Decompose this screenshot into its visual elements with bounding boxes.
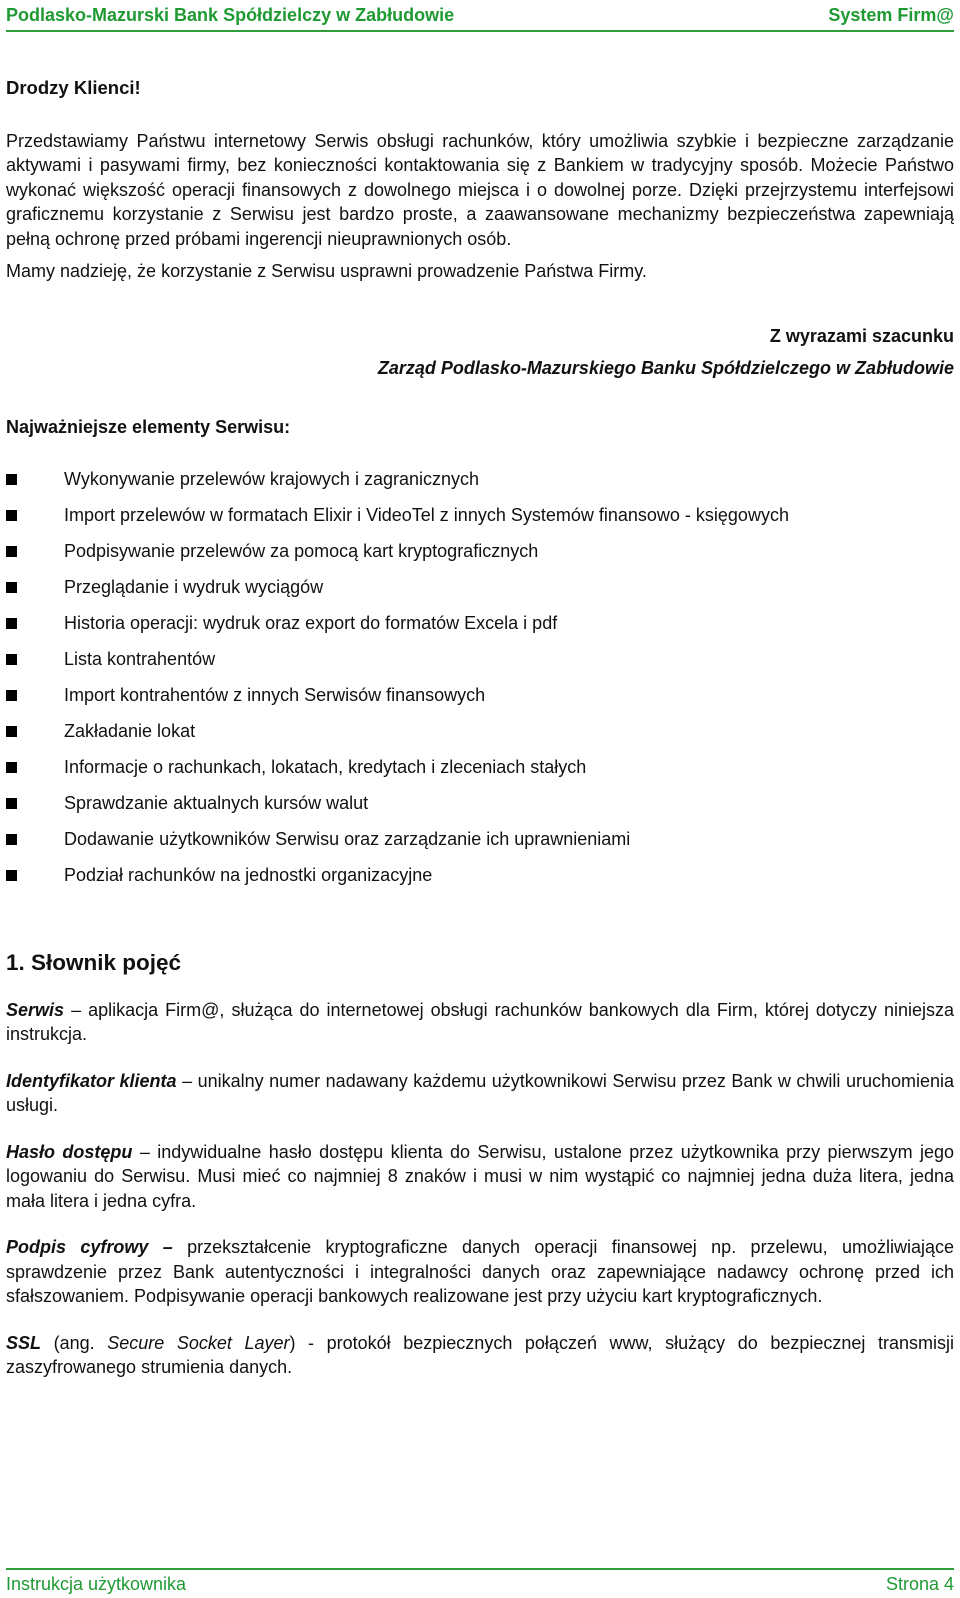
signature-board: Zarząd Podlasko-Mazurskiego Banku Spółdzielczego w Zabłudowie bbox=[377, 358, 954, 378]
list-item: Sprawdzanie aktualnych kursów walut bbox=[6, 785, 954, 821]
bank-name: Podlasko-Mazurski Bank Spółdzielczy w Zabłudowie bbox=[6, 4, 455, 25]
list-item: Import przelewów w formatach Elixir i VideoTel z innych Systemów finansowo - księgowych bbox=[6, 497, 954, 533]
square-bullet-icon bbox=[6, 762, 17, 773]
signature-greeting: Z wyrazami szacunku bbox=[769, 325, 954, 346]
square-bullet-icon bbox=[6, 870, 17, 881]
list-item: Informacje o rachunkach, lokatach, kredytach i zleceniach stałych bbox=[6, 749, 954, 785]
intro-paragraph: Przedstawiamy Państwu internetowy Serwis obsługi rachunków, który umożliwia szybkie i bezpieczne zarządzanie aktywami i pasywami firmy, bez konieczności kontaktowania się z Bankiem w tradycyjny sposób. Możecie Państwo wykonać większość operacji finansowych z dowolnego miejsca i o dowolnej porze. Dzięki przejrzystemu interfejsowi graficznemu korzystanie z Serwisu jest bardzo proste, a zaawansowane mechanizmy bezpieczeństwa zapewniają pełną ochronę przed próbami ingerencji nieuprawnionych osób. bbox=[6, 130, 954, 249]
square-bullet-icon bbox=[6, 582, 17, 593]
list-item: Import kontrahentów z innych Serwisów finansowych bbox=[6, 677, 954, 713]
square-bullet-icon bbox=[6, 474, 17, 485]
list-item: Przeglądanie i wydruk wyciągów bbox=[6, 569, 954, 605]
signature bbox=[6, 324, 954, 381]
elements-heading: Najważniejsze elementy Serwisu: bbox=[6, 416, 291, 437]
page-footer bbox=[6, 1568, 954, 1598]
list-item: Historia operacji: wydruk oraz export do formatów Excela i pdf bbox=[6, 605, 954, 641]
square-bullet-icon bbox=[6, 726, 17, 737]
square-bullet-icon bbox=[6, 834, 17, 845]
list-item: Podział rachunków na jednostki organizacyjne bbox=[6, 857, 954, 893]
glossary-heading: 1. Słownik pojęć bbox=[6, 950, 182, 975]
list-item: Wykonywanie przelewów krajowych i zagranicznych bbox=[6, 461, 954, 497]
square-bullet-icon bbox=[6, 546, 17, 557]
glossary-entry-podpis: Podpis cyfrowy – przekształcenie kryptograficzne danych operacji finansowej np. przelewu, umożliwiające sprawdzenie przez Bank autentyczności i integralności danych oraz zapewniające nadawcy ochronę przed ich sfałszowaniem. Podpisywanie operacji bankowych realizowane jest przy użyciu kart kryptograficznych. bbox=[6, 1237, 954, 1306]
square-bullet-icon bbox=[6, 798, 17, 809]
square-bullet-icon bbox=[6, 690, 17, 701]
glossary-entry-serwis: Serwis – aplikacja Firm@, służąca do internetowej obsługi rachunków bankowych dla Firm, której dotyczy niniejsza instrukcja. bbox=[6, 999, 954, 1044]
list-item: Lista kontrahentów bbox=[6, 641, 954, 677]
square-bullet-icon bbox=[6, 618, 17, 629]
greeting: Drodzy Klienci! bbox=[6, 77, 141, 98]
page-header bbox=[6, 0, 954, 32]
list-item: Podpisywanie przelewów za pomocą kart kryptograficznych bbox=[6, 533, 954, 569]
glossary-entry-haslo: Hasło dostępu – indywidualne hasło dostępu klienta do Serwisu, ustalone przez użytkownika przy pierwszym jego logowaniu do Serwisu. Musi mieć co najmniej 8 znaków i musi w nim wystąpić co najmniej jedna duża litera, jedna mała litera i jedna cyfra. bbox=[6, 1141, 954, 1211]
hope-paragraph: Mamy nadzieję, że korzystanie z Serwisu usprawni prowadzenie Państwa Firmy. bbox=[6, 261, 647, 281]
glossary-entry-ssl: SSL (ang. Secure Socket Layer) - protokół bezpiecznych połączeń www, służący do bezpiecznej transmisji zaszyfrowanego strumienia danych. bbox=[6, 1332, 954, 1377]
list-item: Dodawanie użytkowników Serwisu oraz zarządzanie ich uprawnieniami bbox=[6, 821, 954, 857]
system-name: System Firm@ bbox=[828, 4, 954, 25]
square-bullet-icon bbox=[6, 510, 17, 521]
list-item: Zakładanie lokat bbox=[6, 713, 954, 749]
footer-doc-title: Instrukcja użytkownika bbox=[6, 1573, 187, 1594]
footer-page-number: Strona 4 bbox=[885, 1573, 954, 1594]
document-body bbox=[6, 76, 954, 1402]
glossary-entry-identyfikator: Identyfikator klienta – unikalny numer nadawany każdemu użytkownikowi Serwisu przez Bank w chwili uruchomienia usługi. bbox=[6, 1070, 955, 1115]
features-list bbox=[6, 461, 954, 893]
square-bullet-icon bbox=[6, 654, 17, 665]
